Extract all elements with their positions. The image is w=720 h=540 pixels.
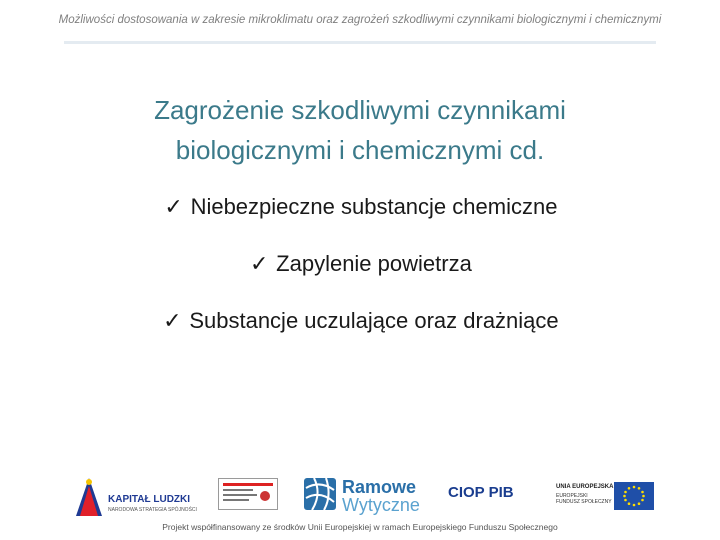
bullet-list xyxy=(0,192,720,363)
kapital-ludzki-logo xyxy=(72,476,202,520)
checkmark-icon: ✓ xyxy=(249,251,269,276)
kapital-ludzki-tagline: NARODOWA STRATEGIA SPÓJNOŚCI xyxy=(108,507,197,513)
eu-fund-name: EUROPEJSKI FUNDUSZ SPOŁECZNY xyxy=(556,493,612,505)
header-text: Możliwości dostosowania w zakresie mikroklimatu oraz zagrożeń szkodliwymi czynnikami biologicznymi i chemicznymi xyxy=(58,14,662,26)
eu-logo xyxy=(556,482,660,512)
header-divider xyxy=(64,41,656,44)
ciop-pib-text: CIOP PIB xyxy=(448,484,514,501)
slide-title xyxy=(60,90,660,170)
eu-flag-icon xyxy=(614,482,654,510)
ministry-emblem-icon xyxy=(219,479,277,509)
bullet-item xyxy=(0,192,720,222)
ramowe-wytyczne-line-1: Ramowe xyxy=(342,477,417,497)
slide-title-line-1: Zagrożenie szkodliwymi czynnikami xyxy=(154,95,566,125)
kapital-ludzki-name: KAPITAŁ LUDZKI xyxy=(108,494,191,505)
ramowe-wytyczne-line-2: Wytyczne xyxy=(342,495,420,515)
checkmark-icon: ✓ xyxy=(164,194,183,219)
ramowe-wytyczne-logo xyxy=(302,474,428,518)
ciop-pib-logo xyxy=(448,484,538,506)
logo-strip xyxy=(66,470,660,520)
bullet-text: Substancje uczulające oraz drażniące xyxy=(189,308,559,333)
bullet-item xyxy=(0,306,720,336)
footer-text: Projekt współfinansowany ze środków Unii Europejskiej w ramach Europejskiego Funduszu Społecznego xyxy=(162,522,558,532)
bullet-item xyxy=(0,249,720,279)
ministry-logo xyxy=(218,478,278,510)
slide-title-line-2: biologicznymi i chemicznymi cd. xyxy=(175,135,545,165)
bullet-text: Zapylenie powietrza xyxy=(276,251,472,276)
kapital-ludzki-emblem-icon xyxy=(72,476,106,518)
ramowe-wytyczne-globe-icon xyxy=(302,474,338,514)
checkmark-icon: ✓ xyxy=(163,308,182,333)
eu-name: UNIA EUROPEJSKA xyxy=(556,484,614,490)
bullet-text: Niebezpieczne substancje chemiczne xyxy=(190,194,558,219)
